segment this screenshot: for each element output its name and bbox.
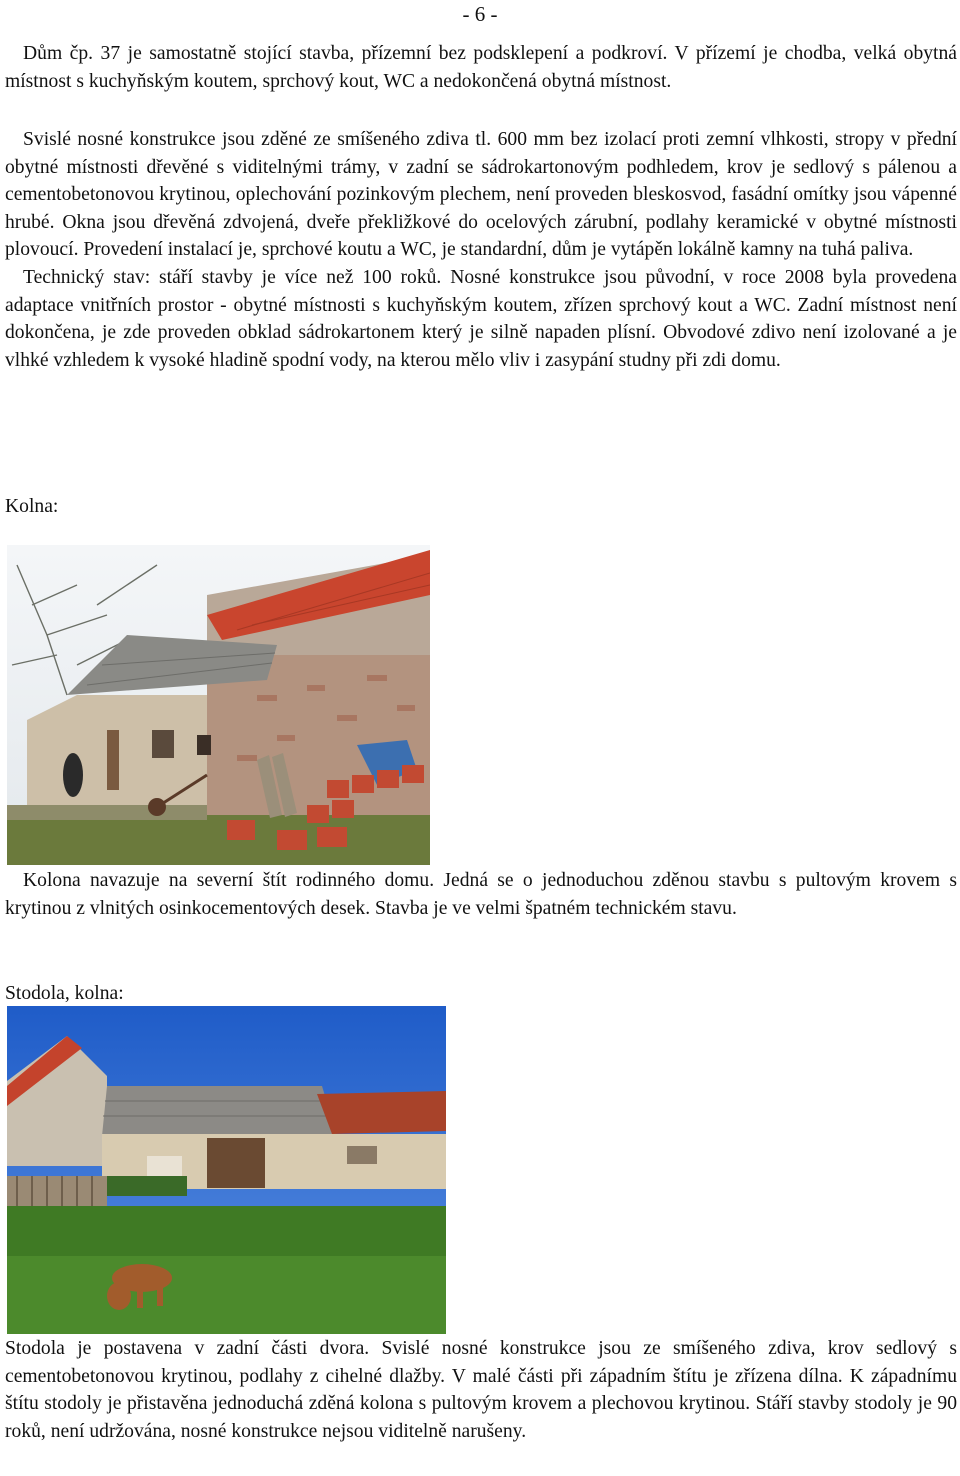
page-number: - 6 - bbox=[462, 2, 498, 26]
barn-roof bbox=[102, 1086, 337, 1136]
house-description bbox=[5, 40, 957, 95]
stodola-caption: Stodola je postavena v zadní části dvora. Svislé nosné konstrukce jsou ze smíšeného zdiva, krov sedlový s cementobetonovou krytinou, podlahy z cihelné dlažby. V malé části při západním štítu je zřízena dílna. K západnímu štítu stodoly je přistavěna jednoduchá zděná kolona s pultovým krovem a plechovou krytinou. Stáří stavby stodoly je 90 roků, není udržována, nosné konstrukce nejsou viditelně narušeny. bbox=[5, 1338, 957, 1442]
kolna-caption-block bbox=[5, 867, 957, 922]
rusty-roof bbox=[317, 1091, 446, 1134]
kolna-caption: Kolona navazuje na severní štít rodinného domu. Jedná se o jednoduchou zděnou stavbu s pultovým krovem s krytinou z vlnitých osinkocementových desek. Stavba je ve velmi špatném technickém stavu. bbox=[5, 870, 957, 919]
tires bbox=[63, 753, 83, 797]
wall-opening bbox=[197, 735, 211, 755]
kolna-photo bbox=[7, 545, 430, 865]
barn-window bbox=[347, 1146, 377, 1164]
dog bbox=[107, 1264, 172, 1310]
house-paragraph-1: Dům čp. 37 je samostatně stojící stavba, přízemní bez podsklepení a podkroví. V přízemí je chodba, velká obytná místnost s kuchyňským koutem, sprchový kout, WC a nedokončená obytná místnost. bbox=[5, 43, 957, 92]
shed-door bbox=[107, 730, 119, 790]
stodola-caption-block bbox=[5, 1335, 957, 1445]
ground bbox=[7, 815, 430, 865]
kolna-heading: Kolna: bbox=[5, 496, 59, 517]
house-paragraph-3: Technický stav: stáří stavby je více než 100 roků. Nosné konstrukce jsou původní, v roce 2008 byla provedena adaptace vnitřních prostor - obytné místnosti s kuchyňským koutem, zřízen sprchový kout a WC. Zadní místnost není dokončena, je zde proveden obklad sádrokartonem který je silně napaden plísní. Obvodové zdivo není izolované a je vlhké vzhledem k vysoké hladině spodní vody, na kterou mělo vliv i zasypání studny při zdi domu. bbox=[5, 266, 957, 371]
hedge bbox=[107, 1176, 187, 1196]
shed-window bbox=[152, 730, 174, 758]
barn-door bbox=[207, 1138, 265, 1188]
stodola-photo bbox=[7, 1006, 446, 1334]
stodola-heading: Stodola, kolna: bbox=[5, 983, 124, 1004]
house-construction bbox=[5, 126, 957, 374]
house-paragraph-2: Svislé nosné konstrukce jsou zděné ze smíšeného zdiva tl. 600 mm bez izolací proti zemní vlhkosti, stropy v přední obytné místnosti dřevěné s viditelnými trámy, v zadní se sádrokartonovým podhledem, krov je sedlový s pálenou a cementobetonovou krytinou, oplechování pozinkovým plechem, není proveden bleskosvod, fasádní omítky jsou vápenné hrubé. Okna jsou dřevěná zdvojená, dveře překližkové do ocelových zárubní, podlahy keramické v obytné místnosti plovoucí. Provedení instalací je, sprchové koutu a WC, je standardní, dům je vytápěn lokálně kamny na tuhá paliva. bbox=[5, 129, 957, 261]
